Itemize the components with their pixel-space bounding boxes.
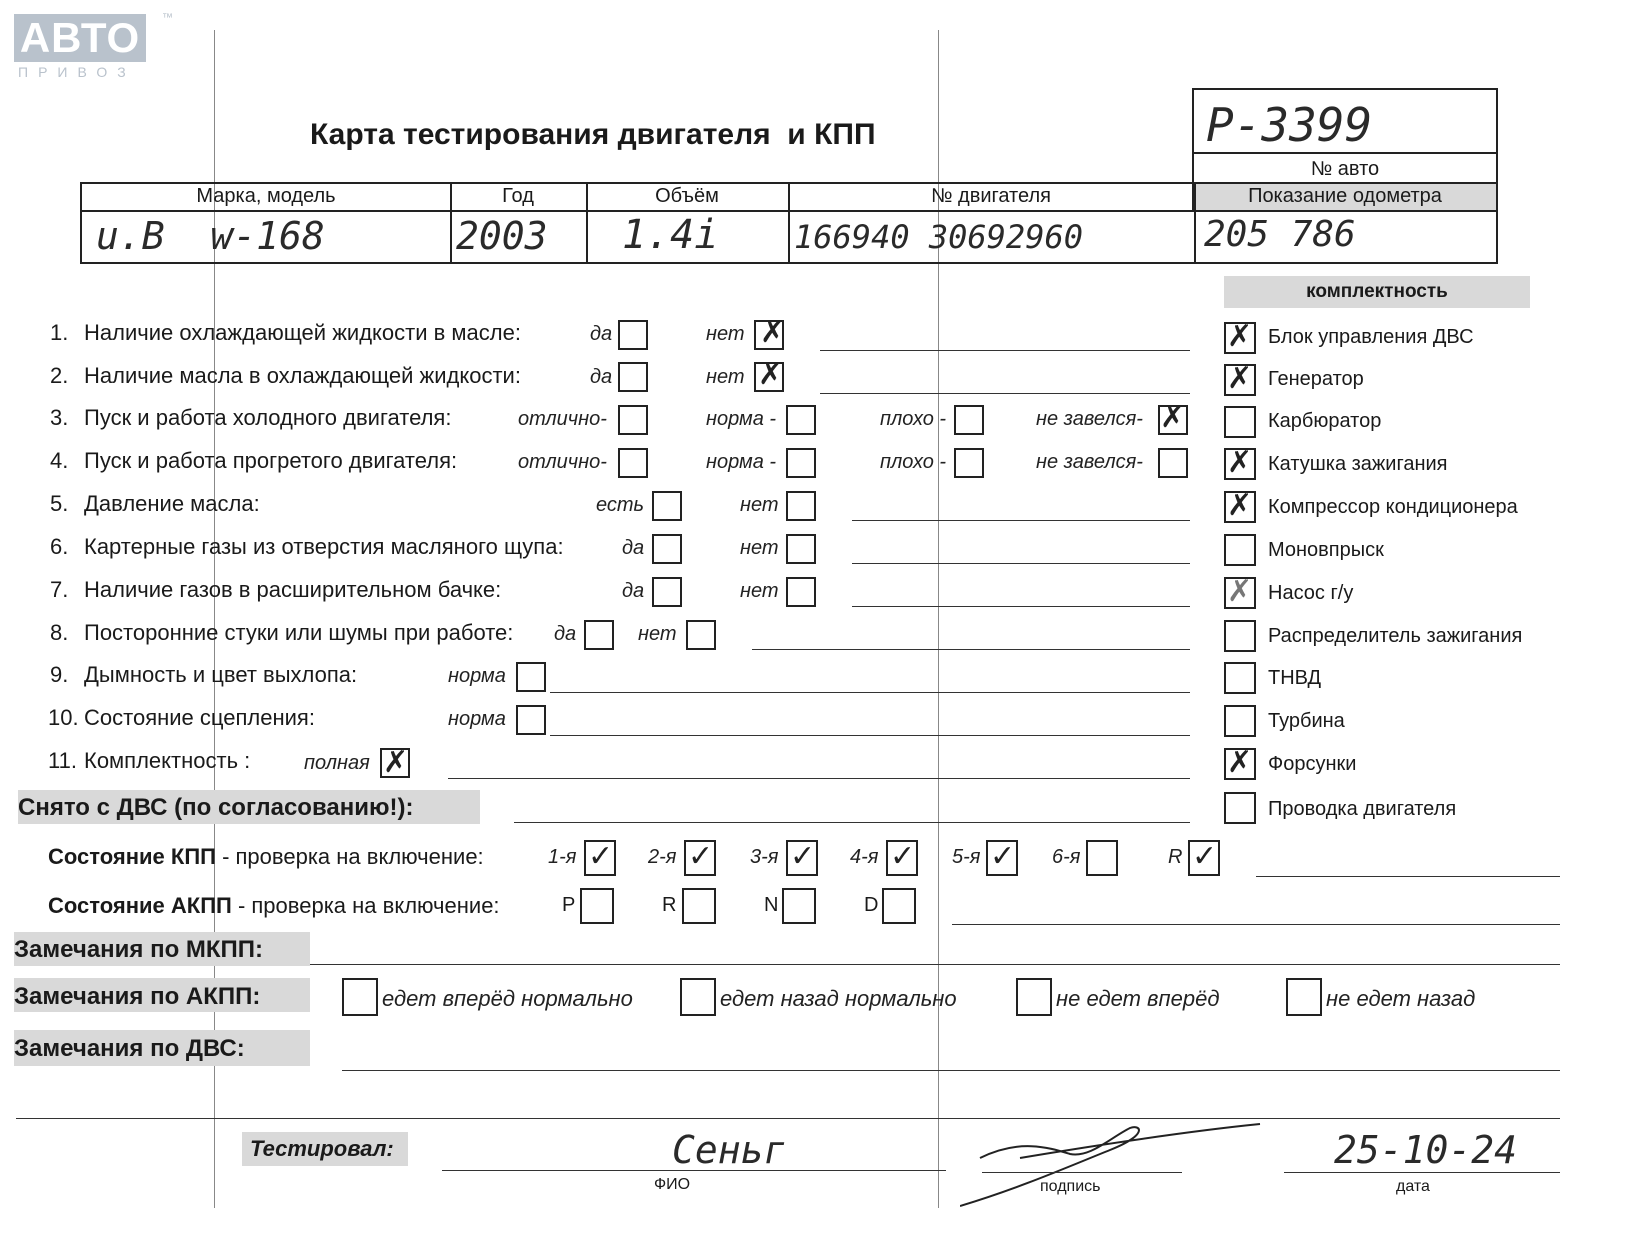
q6-net-checkbox[interactable]	[786, 534, 816, 564]
kit-item-8-label: Распределитель зажигания	[1268, 625, 1523, 647]
kpp-gear-5-checkmark: ✓	[990, 839, 1016, 874]
q1-da-label: да	[590, 323, 613, 345]
kpp-gear-3-checkmark: ✓	[790, 839, 816, 874]
scan-bottom-edge	[0, 1208, 1652, 1240]
kpp-gear-3-label: 3-я	[750, 846, 779, 868]
q4-ploho-checkbox[interactable]	[954, 448, 984, 478]
q7-net-checkbox[interactable]	[786, 577, 816, 607]
q11-polnaya-label: полная	[304, 752, 370, 774]
q11-num: 11.	[48, 748, 77, 773]
akpp-mode-n-label: N	[764, 894, 779, 916]
engine-value: 166940 30692960	[794, 218, 1083, 256]
car-number-divider	[1194, 152, 1496, 154]
q6-da-checkbox[interactable]	[652, 534, 682, 564]
q7-da-checkbox[interactable]	[652, 577, 682, 607]
q3-otlichno-checkbox[interactable]	[618, 405, 648, 435]
remarks-dvs-line-1	[342, 1070, 1560, 1071]
remarks-dvs-line-2	[16, 1118, 1560, 1119]
logo	[14, 12, 173, 82]
q3-ploho-checkbox[interactable]	[954, 405, 984, 435]
kit-item-11-label: Форсунки	[1268, 753, 1357, 775]
header-odometer: Показание одометра	[1248, 185, 1442, 207]
sign-label: подпись	[1040, 1178, 1101, 1195]
header-table	[80, 182, 1498, 264]
q2-net-checkmark: ✗	[758, 357, 784, 392]
q3-norma-checkbox[interactable]	[786, 405, 816, 435]
q3-ne-zavelsya-checkmark: ✗	[1160, 400, 1186, 435]
logo-tm: ™	[162, 12, 173, 24]
q2-net-label: нет	[706, 366, 745, 388]
q4-ploho-label: плохо -	[880, 451, 947, 473]
volume-value: 1.4i	[622, 212, 719, 258]
kit-item-7-label: Насос г/у	[1268, 582, 1354, 604]
q11-polnaya-checkmark: ✗	[383, 745, 409, 780]
kit-item-3-checkbox[interactable]	[1224, 406, 1256, 438]
q5-est-label: есть	[596, 494, 645, 516]
kit-item-9-checkbox[interactable]	[1224, 662, 1256, 694]
kpp-gear-2-checkmark: ✓	[688, 839, 714, 874]
q8-net-label: нет	[638, 623, 677, 645]
kpp-gear-6-checkbox[interactable]	[1086, 840, 1118, 876]
q7-line	[852, 606, 1190, 607]
akpp-opt-4-label: не едет назад	[1326, 986, 1476, 1011]
logo-text: АВТО	[14, 14, 146, 62]
page-title: Карта тестирования двигателя и КПП	[310, 118, 876, 151]
akpp-mode-d-label: D	[864, 894, 879, 916]
car-number-label: № авто	[1310, 158, 1380, 180]
q4-norma-label: норма -	[706, 451, 777, 473]
q5-net-label: нет	[740, 494, 779, 516]
date-line	[1284, 1172, 1560, 1173]
q9-line	[550, 692, 1190, 693]
kit-item-2-label: Генератор	[1268, 368, 1364, 390]
q6-da-label: да	[622, 537, 645, 559]
q1-line	[820, 350, 1190, 351]
kit-item-6-checkbox[interactable]	[1224, 534, 1256, 566]
kpp-line	[1256, 876, 1560, 877]
q2-da-label: да	[590, 366, 613, 388]
q8-line	[752, 649, 1190, 650]
kit-item-3-label: Карбюратор	[1268, 410, 1382, 432]
q2-line	[820, 393, 1190, 394]
kpp-gear-4-checkmark: ✓	[890, 839, 916, 874]
kit-item-10-label: Турбина	[1268, 710, 1345, 732]
akpp-opt-1-label: едет вперёд нормально	[382, 986, 633, 1011]
odometer-value: 205 786	[1204, 214, 1356, 255]
q7-net-label: нет	[740, 580, 779, 602]
kit-item-1-checkmark: ✗	[1227, 319, 1253, 354]
q2-text: Наличие масла в охлаждающей жидкости:	[84, 363, 521, 388]
q10-line	[550, 735, 1190, 736]
q10-num: 10.	[48, 705, 79, 730]
car-number-value: P-3399	[1206, 98, 1373, 152]
date-value: 25-10-24	[1334, 1128, 1518, 1172]
kpp-gear-r-checkmark: ✓	[1192, 839, 1218, 874]
kit-item-12-checkbox[interactable]	[1224, 792, 1256, 824]
q10-norma-label: норма	[448, 708, 506, 730]
q5-num: 5.	[50, 491, 69, 516]
q5-net-checkbox[interactable]	[786, 491, 816, 521]
kpp-gear-6-label: 6-я	[1052, 846, 1081, 868]
akpp-mode-r-label: R	[662, 894, 677, 916]
akpp-mode-d-checkbox[interactable]	[882, 888, 916, 924]
year-value: 2003	[456, 214, 548, 258]
q4-num: 4.	[50, 448, 69, 473]
akpp-mode-p-checkbox[interactable]	[580, 888, 614, 924]
signature	[960, 1118, 1280, 1208]
header-engine: № двигателя	[931, 185, 1051, 207]
kit-item-4-checkmark: ✗	[1227, 445, 1253, 480]
q8-net-checkbox[interactable]	[686, 620, 716, 650]
removed-line	[514, 822, 1190, 823]
kpp-gear-4-label: 4-я	[850, 846, 879, 868]
akpp-label-rest: - проверка на включение:	[231, 893, 500, 918]
q5-est-checkbox[interactable]	[652, 491, 682, 521]
q6-line	[852, 563, 1190, 564]
q5-line	[852, 520, 1190, 521]
akpp-line	[952, 924, 1560, 925]
kpp-gear-1-label: 1-я	[548, 846, 577, 868]
q1-num: 1.	[50, 320, 69, 345]
q8-text: Посторонние стуки или шумы при работе:	[84, 620, 514, 645]
q4-ne-zavelsya-checkbox[interactable]	[1158, 448, 1188, 478]
kit-item-9-label: ТНВД	[1268, 667, 1322, 689]
fio-label: ФИО	[654, 1176, 691, 1193]
kpp-gear-2-label: 2-я	[648, 846, 677, 868]
q9-num: 9.	[50, 662, 69, 687]
kit-item-12-label: Проводка двигателя	[1268, 798, 1457, 820]
q10-text: Состояние сцепления:	[84, 705, 315, 730]
q8-num: 8.	[50, 620, 69, 645]
akpp-mode-p-label: P	[562, 894, 576, 916]
date-label: дата	[1396, 1178, 1430, 1195]
q7-text: Наличие газов в расширительном бачке:	[84, 577, 502, 602]
kit-header: комплектность	[1306, 281, 1448, 302]
q9-norma-label: норма	[448, 665, 506, 687]
kpp-gear-1-checkmark: ✓	[588, 839, 614, 874]
q2-num: 2.	[50, 363, 69, 388]
q3-otlichno-label: отлично-	[518, 408, 607, 430]
sign-line	[982, 1172, 1182, 1173]
model-value: u.B w-168	[96, 214, 325, 258]
q5-text: Давление масла:	[84, 491, 260, 516]
kit-item-5-checkmark: ✗	[1227, 488, 1253, 523]
logo-sub: ПРИВОЗ	[18, 64, 136, 80]
q10-norma-checkbox[interactable]	[516, 705, 546, 735]
q1-net-label: нет	[706, 323, 745, 345]
q3-norma-label: норма -	[706, 408, 777, 430]
akpp-mode-r-checkbox[interactable]	[682, 888, 716, 924]
q6-net-label: нет	[740, 537, 779, 559]
q6-text: Картерные газы из отверстия масляного щупа:	[84, 534, 564, 559]
q3-text: Пуск и работа холодного двигателя:	[84, 405, 452, 430]
removed-label: Снято с ДВС (по согласованию!):	[18, 794, 414, 821]
q11-line	[448, 778, 1190, 779]
q7-da-label: да	[622, 580, 645, 602]
akpp-opt-3-checkbox[interactable]	[1016, 978, 1052, 1016]
akpp-opt-2-label: едет назад нормально	[720, 986, 957, 1011]
kit-item-2-checkmark: ✗	[1227, 361, 1253, 396]
kpp-gear-5-label: 5-я	[952, 846, 981, 868]
q1-text: Наличие охлаждающей жидкости в масле:	[84, 320, 521, 345]
kit-item-10-checkbox[interactable]	[1224, 705, 1256, 737]
header-year: Год	[502, 185, 534, 207]
kit-item-11-checkmark: ✗	[1227, 745, 1253, 780]
kpp-label	[48, 844, 484, 870]
q2-da-checkbox[interactable]	[618, 362, 648, 392]
akpp-opt-2-checkbox[interactable]	[680, 978, 716, 1016]
q8-da-label: да	[554, 623, 577, 645]
q4-ne-zavelsya-label: не завелся-	[1036, 451, 1143, 473]
q9-norma-checkbox[interactable]	[516, 662, 546, 692]
q9-text: Дымность и цвет выхлопа:	[84, 662, 358, 687]
akpp-mode-n-checkbox[interactable]	[782, 888, 816, 924]
header-model: Марка, модель	[196, 185, 336, 207]
q1-da-checkbox[interactable]	[618, 320, 648, 350]
q11-text: Комплектность :	[84, 748, 251, 773]
q3-ploho-label: плохо -	[880, 408, 947, 430]
kpp-label-bold: Состояние КПП	[48, 844, 216, 869]
tested-by-label: Тестировал:	[250, 1136, 394, 1161]
akpp-label-bold: Состояние АКПП	[48, 893, 232, 918]
remarks-dvs-label: Замечания по ДВС:	[14, 1035, 245, 1062]
q4-text: Пуск и работа прогретого двигателя:	[84, 448, 458, 473]
kpp-gear-r-label: R	[1168, 846, 1183, 868]
kit-item-7-checkmark: ✗	[1227, 574, 1253, 609]
akpp-opt-4-checkbox[interactable]	[1286, 978, 1322, 1016]
remarks-akpp-label: Замечания по АКПП:	[14, 983, 261, 1010]
q7-num: 7.	[50, 577, 69, 602]
kit-item-1-label: Блок управления ДВС	[1268, 326, 1474, 348]
q8-da-checkbox[interactable]	[584, 620, 614, 650]
remarks-mkpp-line	[310, 964, 1560, 965]
kpp-label-rest: - проверка на включение:	[215, 844, 484, 869]
tester-name: Сеньг	[672, 1128, 787, 1172]
header-volume: Объём	[655, 185, 719, 207]
q3-num: 3.	[50, 405, 69, 430]
q1-net-checkmark: ✗	[760, 315, 786, 350]
kit-item-4-label: Катушка зажигания	[1268, 453, 1448, 475]
q4-norma-checkbox[interactable]	[786, 448, 816, 478]
kit-item-6-label: Моновпрыск	[1268, 539, 1384, 561]
q6-num: 6.	[50, 534, 69, 559]
remarks-mkpp-label: Замечания по МКПП:	[14, 936, 264, 963]
fio-line	[442, 1170, 946, 1171]
akpp-opt-3-label: не едет вперёд	[1056, 986, 1220, 1011]
akpp-label	[48, 893, 500, 919]
q4-otlichno-label: отлично-	[518, 451, 607, 473]
q4-otlichno-checkbox[interactable]	[618, 448, 648, 478]
q3-ne-zavelsya-label: не завелся-	[1036, 408, 1143, 430]
kit-item-5-label: Компрессор кондиционера	[1268, 496, 1518, 518]
kit-item-8-checkbox[interactable]	[1224, 620, 1256, 652]
akpp-opt-1-checkbox[interactable]	[342, 978, 378, 1016]
